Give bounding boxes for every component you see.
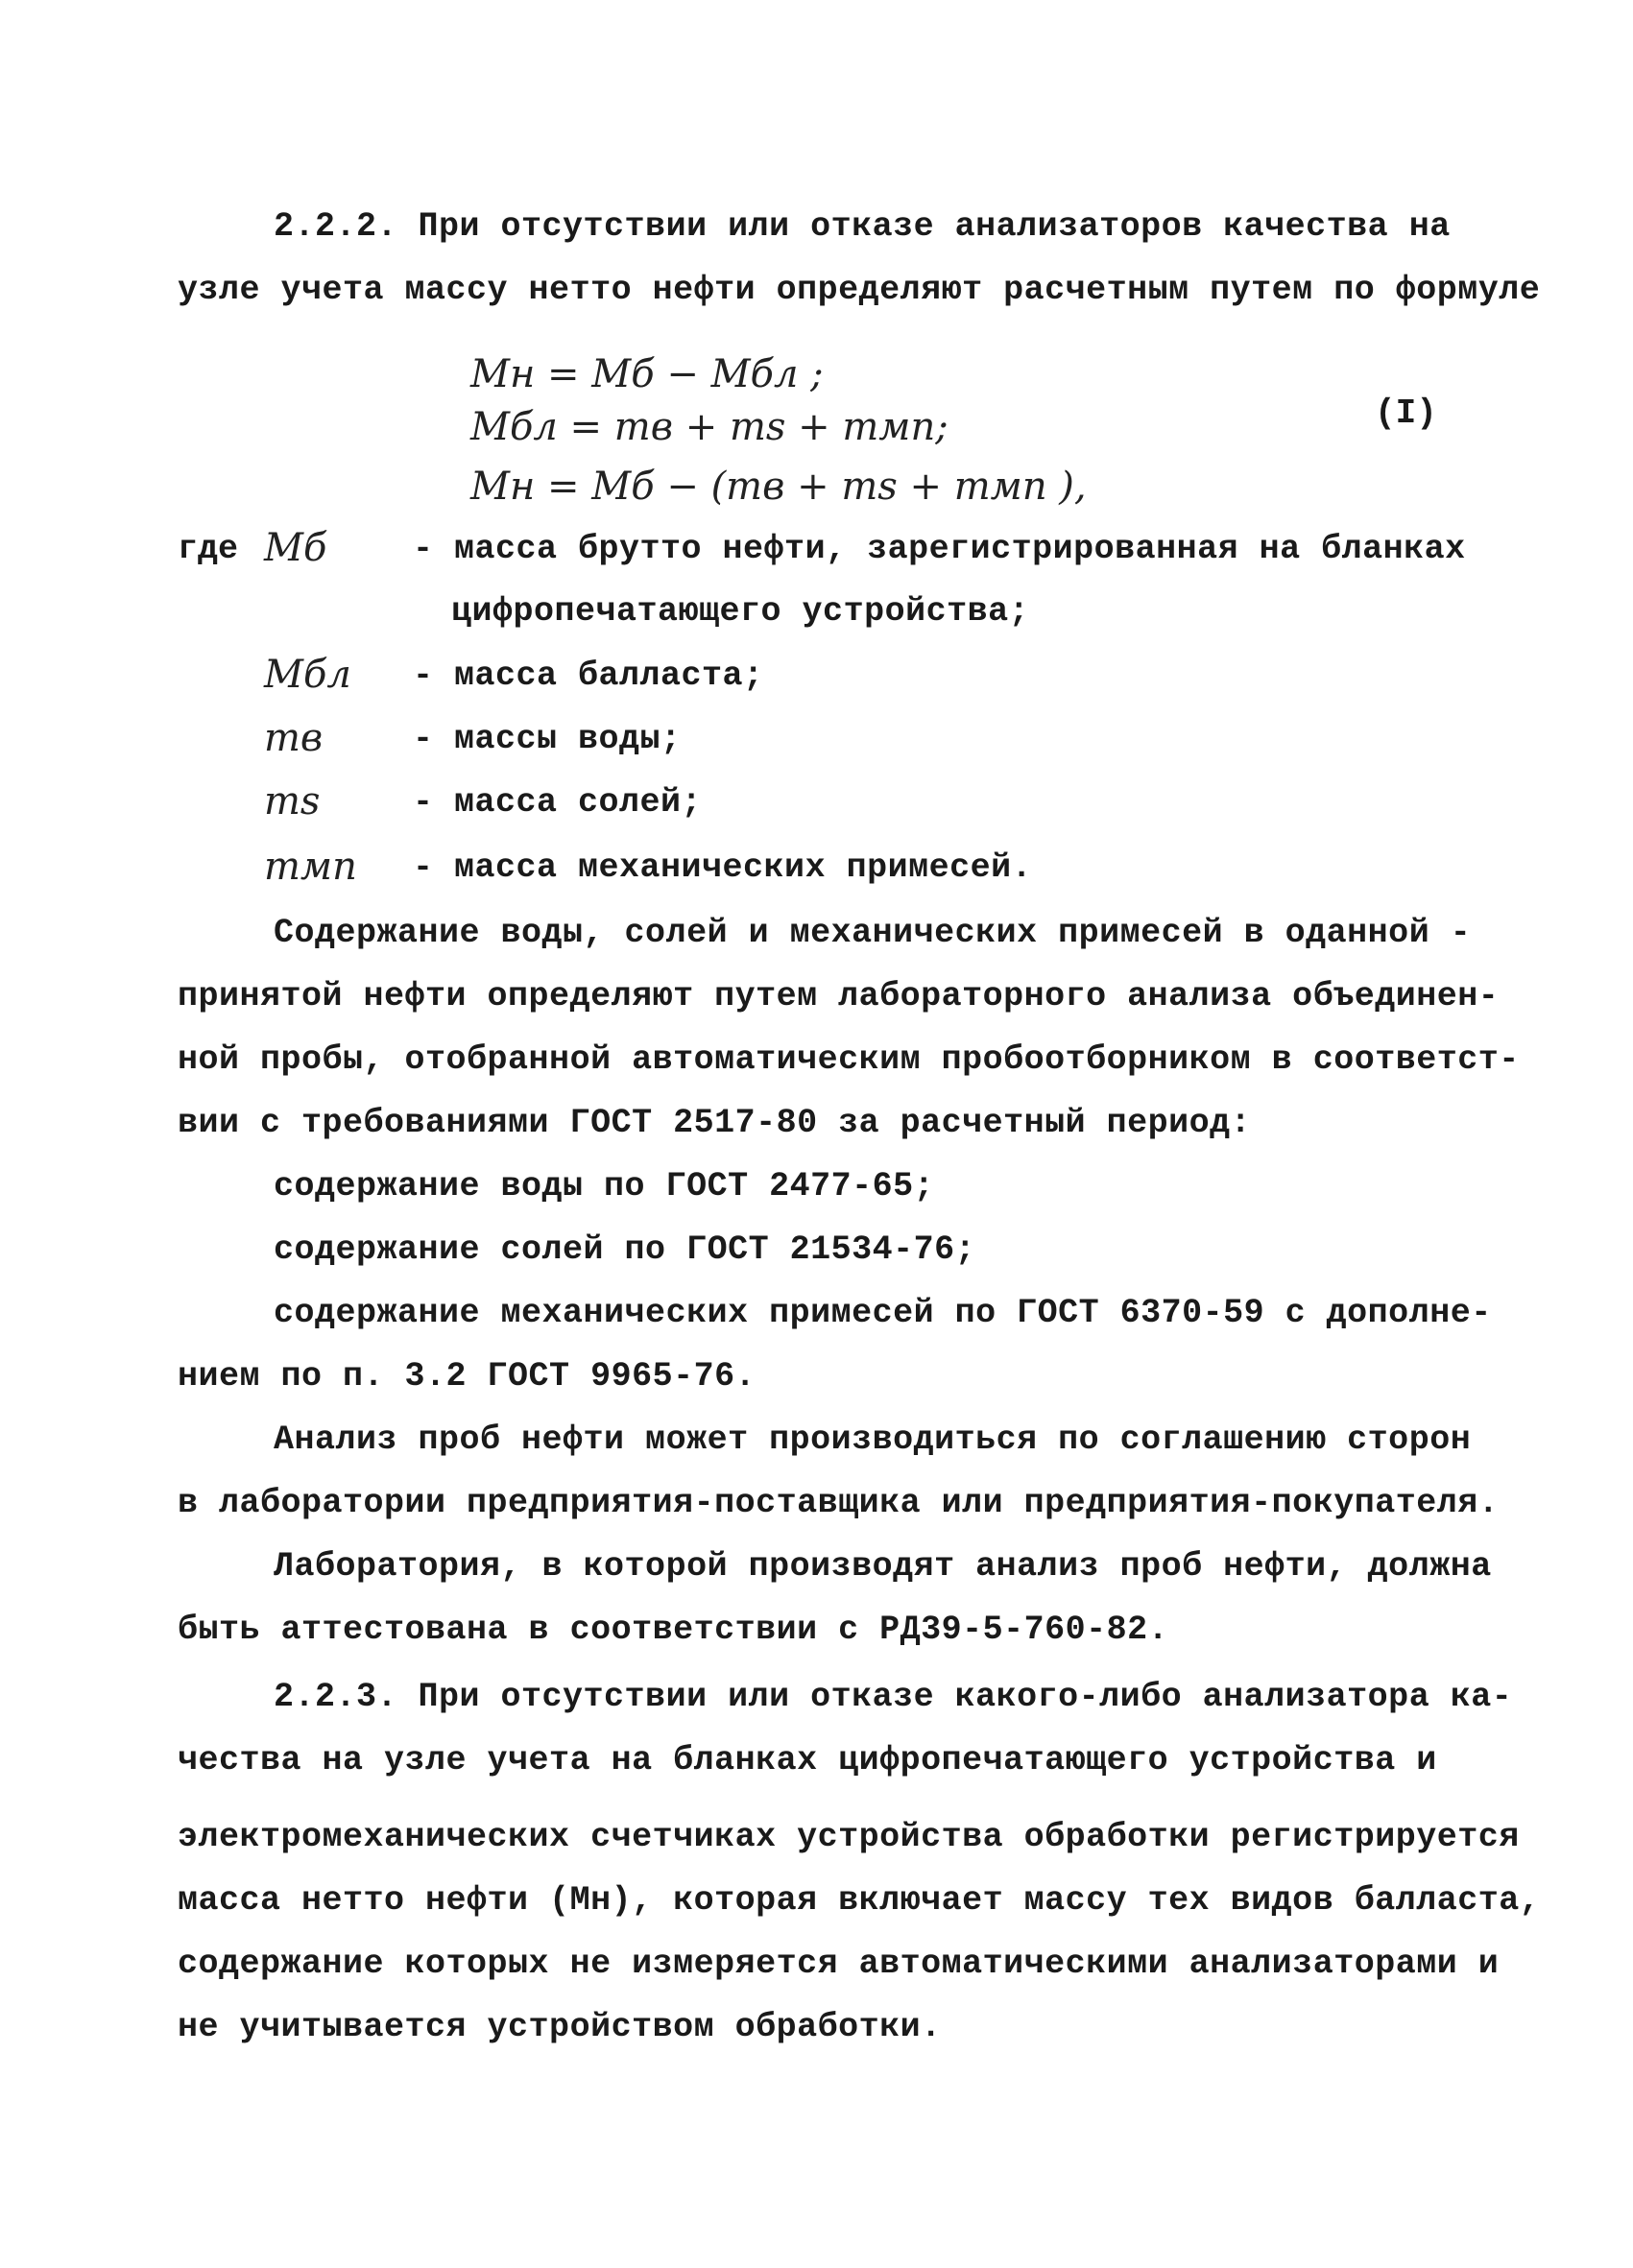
content-line-3: ной пробы, отобранной автоматическим пробоотборником в соответст- — [178, 1040, 1520, 1079]
symbol-mass-gross: Mб — [264, 526, 327, 570]
standard-impurities: содержание механических примесей по ГОСТ 6370-59 с дополне- — [274, 1294, 1492, 1332]
equation-number: (I) — [1375, 394, 1437, 433]
section-223-line-5: содержание которых не измеряется автоматическими анализаторами и — [178, 1945, 1500, 1983]
formula-line-3: Mн = Mб − (mв + ms + mмп ), — [470, 465, 1087, 509]
definition-mass-impurities: - масса механических примесей. — [413, 848, 1033, 887]
definition-mass-gross: - масса брутто нефти, зарегистрированная на бланках — [413, 530, 1466, 568]
section-223-line-6: не учитывается устройством обработки. — [178, 2008, 942, 2046]
formula-line-2: Mбл = mв + ms + mмп; — [470, 405, 949, 449]
where-label: где — [178, 530, 239, 568]
standard-water: содержание воды по ГОСТ 2477-65; — [274, 1167, 935, 1206]
analysis-line-1: Анализ проб нефти может производиться по соглашению сторон — [274, 1420, 1472, 1459]
section-223-line-4: масса нетто нефти (Mн), которая включает массу тех видов балласта, — [178, 1881, 1541, 1920]
definition-mass-salts: - масса солей; — [413, 783, 703, 822]
symbol-mass-water: mв — [264, 716, 324, 760]
section-223-line-1: 2.2.3. При отсутствии или отказе какого-либо анализатора ка- — [274, 1678, 1513, 1716]
section-223-line-2: чества на узле учета на бланках цифропечатающего устройства и — [178, 1741, 1437, 1779]
symbol-mass-ballast: Mбл — [264, 653, 351, 697]
content-line-1: Содержание воды, солей и механических примесей в оданной - — [274, 914, 1472, 952]
lab-line-2: быть аттестована в соответствии с РД39-5-760-82. — [178, 1611, 1169, 1649]
symbol-mass-salts: ms — [264, 779, 321, 824]
content-line-4: вии с требованиями ГОСТ 2517-80 за расчетный период: — [178, 1104, 1252, 1142]
analysis-line-2: в лаборатории предприятия-поставщика или предприятия-покупателя. — [178, 1484, 1500, 1522]
formula-line-1: Mн = Mб − Mбл ; — [470, 352, 824, 396]
definition-mass-ballast: - масса балласта; — [413, 657, 764, 695]
lab-line-1: Лаборатория, в которой производят анализ проб нефти, должна — [274, 1547, 1492, 1586]
standard-salts: содержание солей по ГОСТ 21534-76; — [274, 1230, 976, 1269]
definition-mass-gross-cont: цифропечатающего устройства; — [451, 592, 1030, 631]
section-222-line-1: 2.2.2. При отсутствии или отказе анализаторов качества на — [274, 207, 1451, 246]
content-line-2: принятой нефти определяют путем лабораторного анализа объединен- — [178, 977, 1500, 1015]
symbol-mass-impurities: mмп — [264, 845, 357, 889]
section-223-line-3: электромеханических счетчиках устройства обработки регистрируется — [178, 1818, 1520, 1856]
definition-mass-water: - массы воды; — [413, 720, 682, 758]
standard-impurities-cont: нием по п. 3.2 ГОСТ 9965-76. — [178, 1357, 756, 1396]
section-222-line-2: узле учета массу нетто нефти определяют расчетным путем по формуле — [178, 271, 1541, 309]
